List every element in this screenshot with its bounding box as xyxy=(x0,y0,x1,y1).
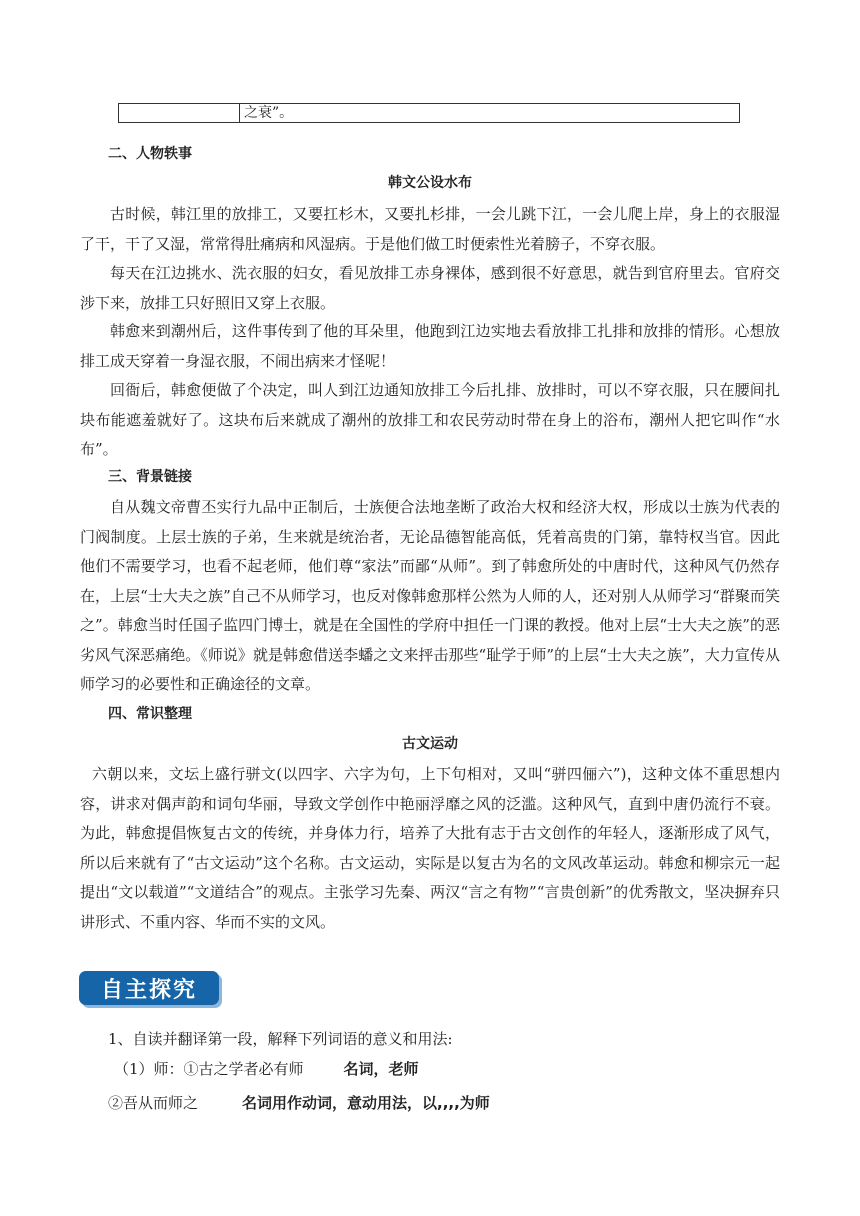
paragraph: 每天在江边挑水、洗衣服的妇女，看见放排工赤身裸体，感到很不好意思，就告到官府里去。官府交涉下来，放排工只好照旧又穿上衣服。 xyxy=(80,264,780,312)
exercise-item xyxy=(108,1092,490,1114)
section-banner xyxy=(79,971,219,1005)
section-heading-anecdote: 二、人物轶事 xyxy=(108,146,192,162)
table-cell xyxy=(119,104,240,122)
paragraph: 自从魏文帝曹丕实行九品中正制后，士族便合法地垄断了政治大权和经济大权，形成以士族为代表的门阀制度。上层士族的子弟，生来就是统治者，无论品德智能高低，凭着高贵的门第，靠特权当官。因此他们不需要学习，也看不起老师，他们尊“家法”而鄙“从师”。到了韩愈所处的中唐时代，这种风气仍然存在，上层“士大夫之族”自己不从师学习，也反对像韩愈那样公然为人师的人，还对别人从师学习“群聚而笑之”。韩愈当时任国子监四门博士，就是在全国性的学府中担任一门课的教授。他对上层“士大夫之族”的恶劣风气深恶痛绝。《师说》就是韩愈借送李蟠之文来抨击那些“耻学于师”的上层“士大夫之族”，大力宣传从师学习的必要性和正确途径的文章。 xyxy=(80,498,780,693)
paragraph: 六朝以来，文坛上盛行骈文(以四字、六字为句，上下句相对，又叫“骈四俪六”)，这种文体不重思想内容，讲求对偶声韵和词句华丽，导致文学创作中艳丽浮靡之风的泛滥。这种风气，直到中唐仍流行不衰。为此，韩愈提倡恢复古文的传统，并身体力行，培养了大批有志于古文创作的年轻人，逐渐形成了风气，所以后来就有了“古文运动”这个名称。古文运动，实际是以复古为名的文风改革运动。韩愈和柳宗元一起提出“文以载道”“文道结合”的观点。主张学习先秦、两汉“言之有物”“言贵创新”的优秀散文，坚决摒弃只讲形式、不重内容、华而不实的文风。 xyxy=(80,765,780,931)
table-row xyxy=(118,103,740,123)
banner-label: 自主探究 xyxy=(100,977,197,1003)
table-cell: 之衰”。 xyxy=(244,105,294,121)
exercise-answer: 名词用作动词，意动用法，以,,,,为师 xyxy=(242,1094,490,1112)
section-heading-background: 三、背景链接 xyxy=(108,469,192,485)
paragraph: 回衙后，韩愈便做了个决定，叫人到江边通知放排工今后扎排、放排时，可以不穿衣服，只在腰间扎块布能遮羞就好了。这块布后来就成了潮州的放排工和农民劳动时带在身上的浴布，潮州人把它叫作“水布”。 xyxy=(80,381,780,458)
article-title: 韩文公设水布 xyxy=(388,175,472,191)
exercise-answer: 名词，老师 xyxy=(343,1060,419,1078)
exercise-item xyxy=(114,1058,419,1080)
paragraph: 韩愈来到潮州后，这件事传到了他的耳朵里，他跑到江边实地去看放排工扎排和放排的情形。心想放排工成天穿着一身湿衣服，不闹出病来才怪呢！ xyxy=(80,322,780,370)
paragraph: 古时候，韩江里的放排工，又要扛杉木，又要扎杉排，一会儿跳下江，一会儿爬上岸，身上的衣服湿了干，干了又湿，常常得肚痛病和风湿病。于是他们做工时便索性光着膀子，不穿衣服。 xyxy=(80,205,780,253)
question-text: 1、自读并翻译第一段，解释下列词语的意义和用法: xyxy=(108,1030,453,1048)
article-title: 古文运动 xyxy=(402,736,458,752)
exercise-item-prefix: ②吾从而师之 xyxy=(108,1094,199,1112)
section-heading-knowledge: 四、常识整理 xyxy=(108,706,192,722)
exercise-item-prefix: （1）师：①古之学者必有师 xyxy=(114,1060,304,1078)
